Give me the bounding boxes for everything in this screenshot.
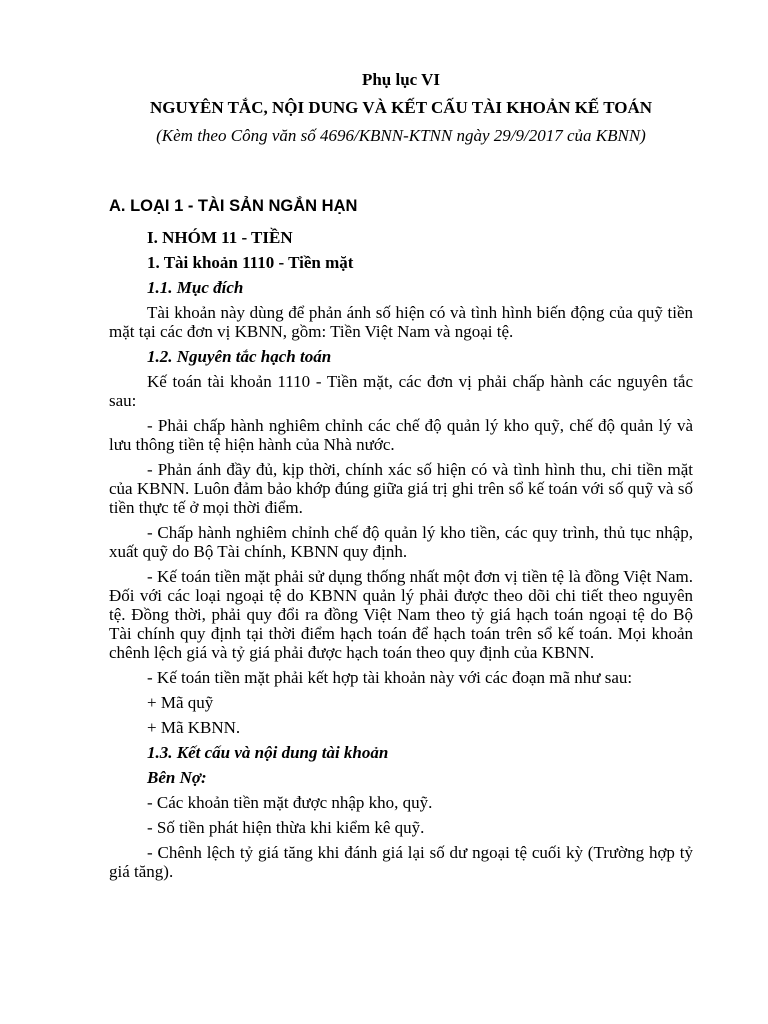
principle-item: - Phải chấp hành nghiêm chỉnh các chế độ quản lý kho quỹ, chế độ quản lý và lưu thông tiền tệ hiện hành của Nhà nước. xyxy=(109,416,693,454)
structure-heading: 1.3. Kết cấu và nội dung tài khoản xyxy=(147,743,389,762)
principles-intro: Kế toán tài khoản 1110 - Tiền mặt, các đơn vị phải chấp hành các nguyên tắc sau: xyxy=(109,372,693,410)
appendix-title: Phụ lục VI xyxy=(361,70,441,89)
debit-heading: Bên Nợ: xyxy=(147,768,207,787)
debit-item: - Chênh lệch tỷ giá tăng khi đánh giá lại số dư ngoại tệ cuối kỳ (Trường hợp tỷ giá tăng). xyxy=(109,843,693,881)
debit-item: - Các khoản tiền mặt được nhập kho, quỹ. xyxy=(147,793,433,812)
code-item: + Mã quỹ xyxy=(147,693,214,712)
document-subtitle: (Kèm theo Công văn số 4696/KBNN-KTNN ngày 29/9/2017 của KBNN) xyxy=(156,126,646,145)
section-heading: A. LOẠI 1 - TÀI SẢN NGẮN HẠN xyxy=(109,197,358,215)
document-title: NGUYÊN TẮC, NỘI DUNG VÀ KẾT CẤU TÀI KHOẢN KẾ TOÁN xyxy=(149,98,653,117)
principle-item: - Phản ánh đầy đủ, kịp thời, chính xác số hiện có và tình hình thu, chi tiền mặt của KBNN. Luôn đảm bảo khớp đúng giữa giá trị ghi trên sổ kế toán với số quỹ và số tiền thực tế ở mọi thời điểm. xyxy=(109,460,693,517)
principle-item: - Kế toán tiền mặt phải sử dụng thống nhất một đơn vị tiền tệ là đồng Việt Nam. Đối với các loại ngoại tệ do KBNN quản lý phải được theo dõi chi tiết theo nguyên tệ. Đồng thời, phải quy đổi ra đồng Việt Nam theo tỷ giá hạch toán ngoại tệ do Bộ Tài chính quy định tại thời điểm hạch toán để hạch toán trên sổ kế toán. Mọi khoản chênh lệch giá và tỷ giá phải được hạch toán theo quy định của KBNN. xyxy=(109,567,693,662)
purpose-heading: 1.1. Mục đích xyxy=(147,278,244,297)
account-heading: 1. Tài khoản 1110 - Tiền mặt xyxy=(147,253,354,272)
principles-heading: 1.2. Nguyên tắc hạch toán xyxy=(147,347,332,366)
code-item: + Mã KBNN. xyxy=(147,718,241,737)
principle-item: - Kế toán tiền mặt phải kết hợp tài khoản này với các đoạn mã như sau: xyxy=(147,668,633,687)
principle-item: - Chấp hành nghiêm chỉnh chế độ quản lý kho tiền, các quy trình, thủ tục nhập, xuất quỹ do Bộ Tài chính, KBNN quy định. xyxy=(109,523,693,561)
document-page xyxy=(109,66,693,881)
purpose-paragraph: Tài khoản này dùng để phản ánh số hiện có và tình hình biến động của quỹ tiền mặt tại các đơn vị KBNN, gồm: Tiền Việt Nam và ngoại tệ. xyxy=(109,303,693,341)
debit-item: - Số tiền phát hiện thừa khi kiểm kê quỹ. xyxy=(147,818,425,837)
group-heading: I. NHÓM 11 - TIỀN xyxy=(147,228,293,247)
